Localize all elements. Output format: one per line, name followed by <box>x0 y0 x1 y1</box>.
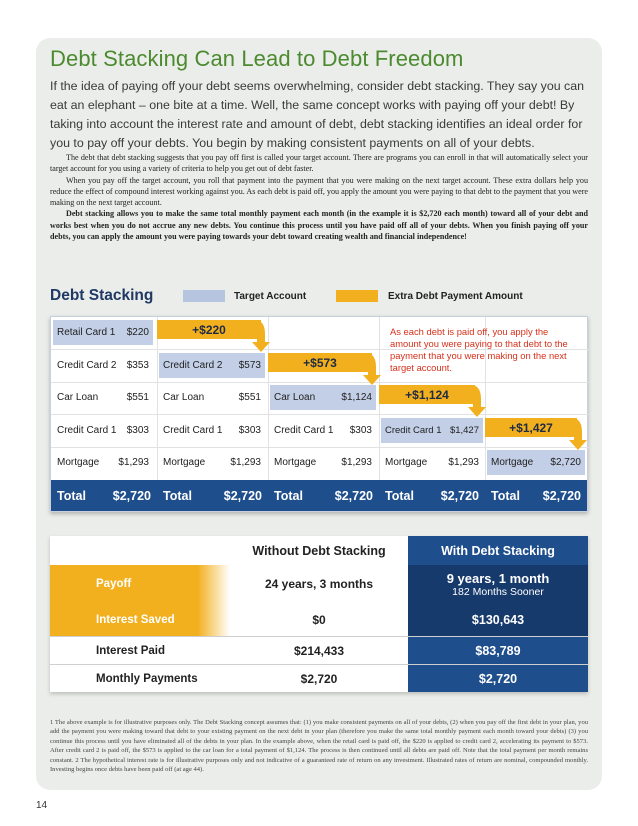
debt-cell: Credit Card 1 $303 <box>57 425 149 436</box>
grid-divider <box>157 317 158 480</box>
body-paragraph-bold: Debt stacking allows you to make the same total monthly payment each month (in the example it is $2,720 each month) toward all of your debt and works best when you do not accrue any new debts. You continue this process until you have paid off all of your debts. When you finish paying off your debts, you can apply the amount you were paying towards your debt toward creating wealth and financial independence! <box>50 209 588 242</box>
total-cell: Total $2,720 <box>163 488 262 503</box>
diagram-note: As each debt is paid off, you apply the amount you were paying to that debt to the payment that you were making on the next target account. <box>390 326 568 373</box>
extra-payment-bar: +$1,427 <box>485 418 577 437</box>
grid-divider <box>51 382 589 383</box>
header-without: Without Debt Stacking <box>252 543 386 558</box>
debt-cell: Mortgage $1,293 <box>57 457 149 468</box>
header-with: With Debt Stacking <box>408 536 588 565</box>
arrow-down-icon <box>566 418 588 451</box>
total-cell: Total $2,720 <box>491 488 581 503</box>
comparison-row <box>50 637 588 664</box>
value-without: $2,720 <box>300 671 338 686</box>
debt-cell: Mortgage $1,293 <box>274 457 372 468</box>
debt-cell: Car Loan $551 <box>163 392 261 403</box>
debt-cell: Retail Card 1 $220 <box>53 320 153 345</box>
arrow-down-icon <box>249 320 271 353</box>
arrow-down-icon <box>360 353 382 386</box>
value-without: 24 years, 3 months <box>264 577 374 591</box>
debt-cell: Mortgage $2,720 <box>487 450 585 475</box>
extra-payment-bar: +$1,124 <box>379 385 475 404</box>
legend-label-target: Target Account <box>234 291 307 302</box>
comparison-row <box>50 565 588 603</box>
value-without: $214,433 <box>293 643 345 658</box>
total-cell: Total $2,720 <box>274 488 373 503</box>
comparison-row <box>50 603 588 636</box>
row-label: Interest Paid <box>96 644 166 657</box>
debt-cell: Credit Card 1 $1,427 <box>381 418 483 443</box>
value-with: $130,643 <box>408 603 588 636</box>
diagram-title: Debt Stacking <box>50 287 154 304</box>
debt-cell: Car Loan $1,124 <box>270 385 376 410</box>
comparison-table <box>50 536 588 692</box>
row-label: Interest Saved <box>50 603 230 636</box>
debt-cell: Credit Card 2 $573 <box>159 353 265 378</box>
total-cell: Total $2,720 <box>385 488 479 503</box>
legend-swatch-extra <box>336 290 378 302</box>
debt-cell: Mortgage $1,293 <box>385 457 479 468</box>
legend-label-extra: Extra Debt Payment Amount <box>388 291 523 302</box>
footnote: 1 The above example is for illustrative purposes only. The Debt Stacking concept assumes that: (1) you make consistent payments on all of your debts, (2) when you pay off the first debt in your plan, you add the payment you were making toward that debt to your existing payment on the next debt in your plan (therefore you make the same total monthly payment each month toward your debts) (3) you continue this process until you have eliminated all of the debts in your plan. In the example above, when the retail card is paid off, the $220 is applied to credit card 2, accelerating its payment to $573. After credit card 2 is paid off, the $573 is applied to the car loan for a total payment of $1,124. The process is then continued until all debts are paid off. Note that the total payment per month remains constant. 2 The hypothetical interest rate is for illustrative purposes only and not indicative of a guaranteed rate of return on any investment. Illustrated rates of return are nominal, compounded monthly. Investing begins once debts have been paid off (at age 44). <box>50 719 588 774</box>
row-label: Payoff <box>50 565 230 603</box>
row-label: Monthly Payments <box>96 672 198 685</box>
debt-cell: Credit Card 2 $353 <box>57 360 149 371</box>
grid-divider <box>51 447 589 448</box>
legend-swatch-target <box>183 290 225 302</box>
value-without: $0 <box>312 612 326 627</box>
grid-divider <box>51 414 589 415</box>
extra-payment-bar: +$220 <box>157 320 261 339</box>
extra-payment-bar: +$573 <box>268 353 372 372</box>
total-cell: Total $2,720 <box>57 488 151 503</box>
value-with: $83,789 <box>408 637 588 664</box>
comparison-header-row <box>50 536 588 565</box>
page-number: 14 <box>36 800 48 811</box>
debt-cell: Credit Card 1 $303 <box>274 425 372 436</box>
arrow-down-icon <box>465 385 487 418</box>
body-paragraph: When you pay off the target account, you roll that payment into the payment that you were making on the next target account. These extra dollars help you reduce the effect of compound interest working against you. As each debt is paid off, you apply the amount you were paying to that debt to the payment that you were making on the next target account. <box>50 175 588 208</box>
body-paragraph: The debt that debt stacking suggests that you pay off first is called your target account. There are programs you can enroll in that will automatically select your target account for you using a variety of criteria to help you get out of debt faster. <box>50 153 588 174</box>
value-with: $2,720 <box>408 665 588 692</box>
intro-paragraph: If the idea of paying off your debt seems overwhelming, consider debt stacking. They say you can eat an elephant – one bite at a time. Well, the same concept works with paying off your debt! By taking into account the interest rate and amount of debt, debt stacking identifies an ideal order for you to pay off your debts. You begin by making consistent payments on all of your debts. <box>50 79 585 150</box>
debt-cell: Car Loan $551 <box>57 392 149 403</box>
body-text <box>50 152 588 242</box>
value-with: 9 years, 1 month 182 Months Sooner <box>408 565 588 603</box>
debt-cell: Credit Card 1 $303 <box>163 425 261 436</box>
comparison-row <box>50 665 588 692</box>
debt-cell: Mortgage $1,293 <box>163 457 261 468</box>
page-title: Debt Stacking Can Lead to Debt Freedom <box>50 46 464 71</box>
